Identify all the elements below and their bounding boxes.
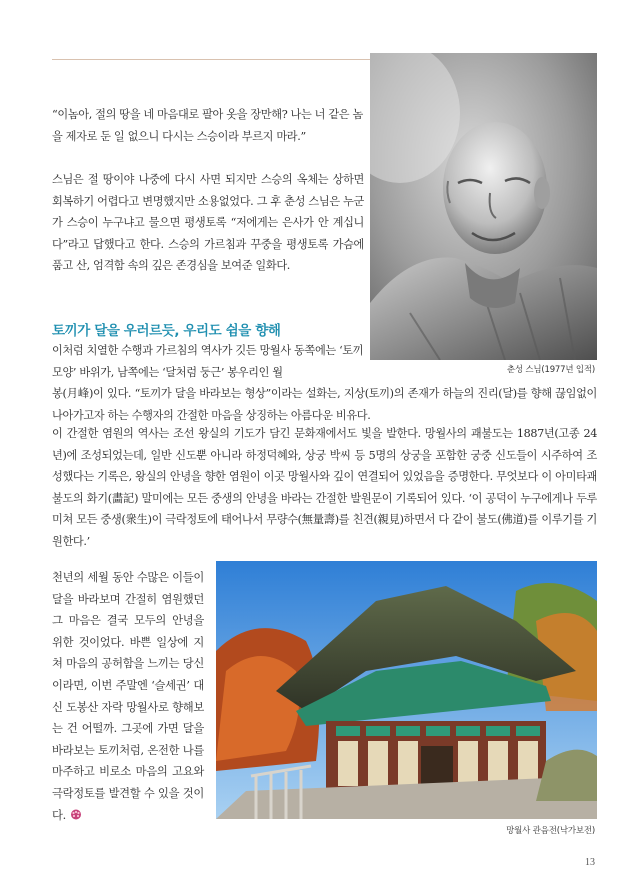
monk-photo-caption: 춘성 스님(1977년 입적): [506, 365, 595, 375]
body-paragraph-2: 이 간절한 염원의 역사는 조선 왕실의 기도가 담긴 문화재에서도 빛을 발한다. 망월사의 괘불도는 1887년(고종 24년)에 조성되었는데, 일반 신도뿐 아니라 하정덕혜와, 상궁 박씨 등 5명의 상궁을 포함한 궁중 신도들이 시주하여 조성했다는 기록은, 왕실의 안녕을 향한 염원이 이곳 망월사와 깊이 연결되어 있었음을 증명한다. 무엇보다 이 아미타괘불도의 화기(畵記) 말미에는 모든 중생의 안녕을 바라는 간절한 발원문이 기록되어 있다. ‘이 공덕이 누구에게나 두루 미쳐 모든 중생(衆生)이 극락정토에 태어나서 무량수(無量壽)를 친견(親見)하면서 다 같이 불도(佛道)를 이루기를 기원한다.’: [52, 427, 597, 548]
monk-portrait-photo: [370, 53, 597, 360]
lotus-icon: [69, 809, 83, 820]
intro-quote: “이놈아, 절의 땅을 네 마음대로 팔아 옷을 장만해? 나는 너 같은 놈을 제자로 둔 일 없으니 다시는 스승이라 부르지 마라.”: [52, 108, 363, 143]
closing-paragraph: [52, 567, 204, 826]
temple-photo-caption: 망월사 관음전(낙가보전): [506, 826, 595, 836]
story-paragraph: 스님은 절 땅이야 나중에 다시 사면 되지만 스승의 옥체는 상하면 회복하기 어렵다고 변명했지만 소용없었다. 그 후 춘성 스님은 누군가 스승이 누구냐고 물으면 평생토록 “저에게는 은사가 안 계십니다”라고 답했다고 한다. 스승의 가르침과 꾸중을 평생토록 가슴에 품고 산, 엄격함 속의 깊은 존경심을 보여준 일화다.: [52, 173, 364, 272]
monk-portrait-illustration: [370, 53, 597, 360]
body-paragraph-1a: 이처럼 치열한 수행과 가르침의 역사가 깃든 망월사 동쪽에는 ‘토끼 모양’ 바위가, 남쪽에는 ‘달처럼 둥근’ 봉우리인 월: [52, 344, 364, 379]
temple-photo: [216, 561, 597, 819]
section-heading: 토끼가 달을 우러르듯, 우리도 쉼을 향해: [52, 323, 281, 339]
temple-hall-illustration: [216, 561, 597, 819]
body-paragraph-1b: 봉(月峰)이 있다. “토끼가 달을 바라보는 형상”이라는 설화는, 지상(토끼)의 존재가 하늘의 진리(달)를 향해 끊임없이 나아가고자 하는 수행자의 간절한 마음을 상징하는 아름다운 비유다.: [52, 387, 597, 422]
top-rule: [52, 59, 370, 60]
closing-text: 천년의 세월 동안 수많은 이들이 달을 바라보며 간절히 염원했던 그 마음은 결국 모두의 안녕을 위한 것이었다. 바쁜 일상에 지쳐 마음의 공허함을 느끼는 당신이라면, 이번 주말엔 ‘슬세권’ 대신 도봉산 자락 망월사로 향해보는 건 어떨까. 그곳에 가면 달을 바라보는 토끼처럼, 온전한 나를 마주하고 비로소 마음의 고요와 극락정토를 발견할 수 있을 것이다.: [52, 571, 204, 822]
page-number: 13: [585, 857, 595, 868]
